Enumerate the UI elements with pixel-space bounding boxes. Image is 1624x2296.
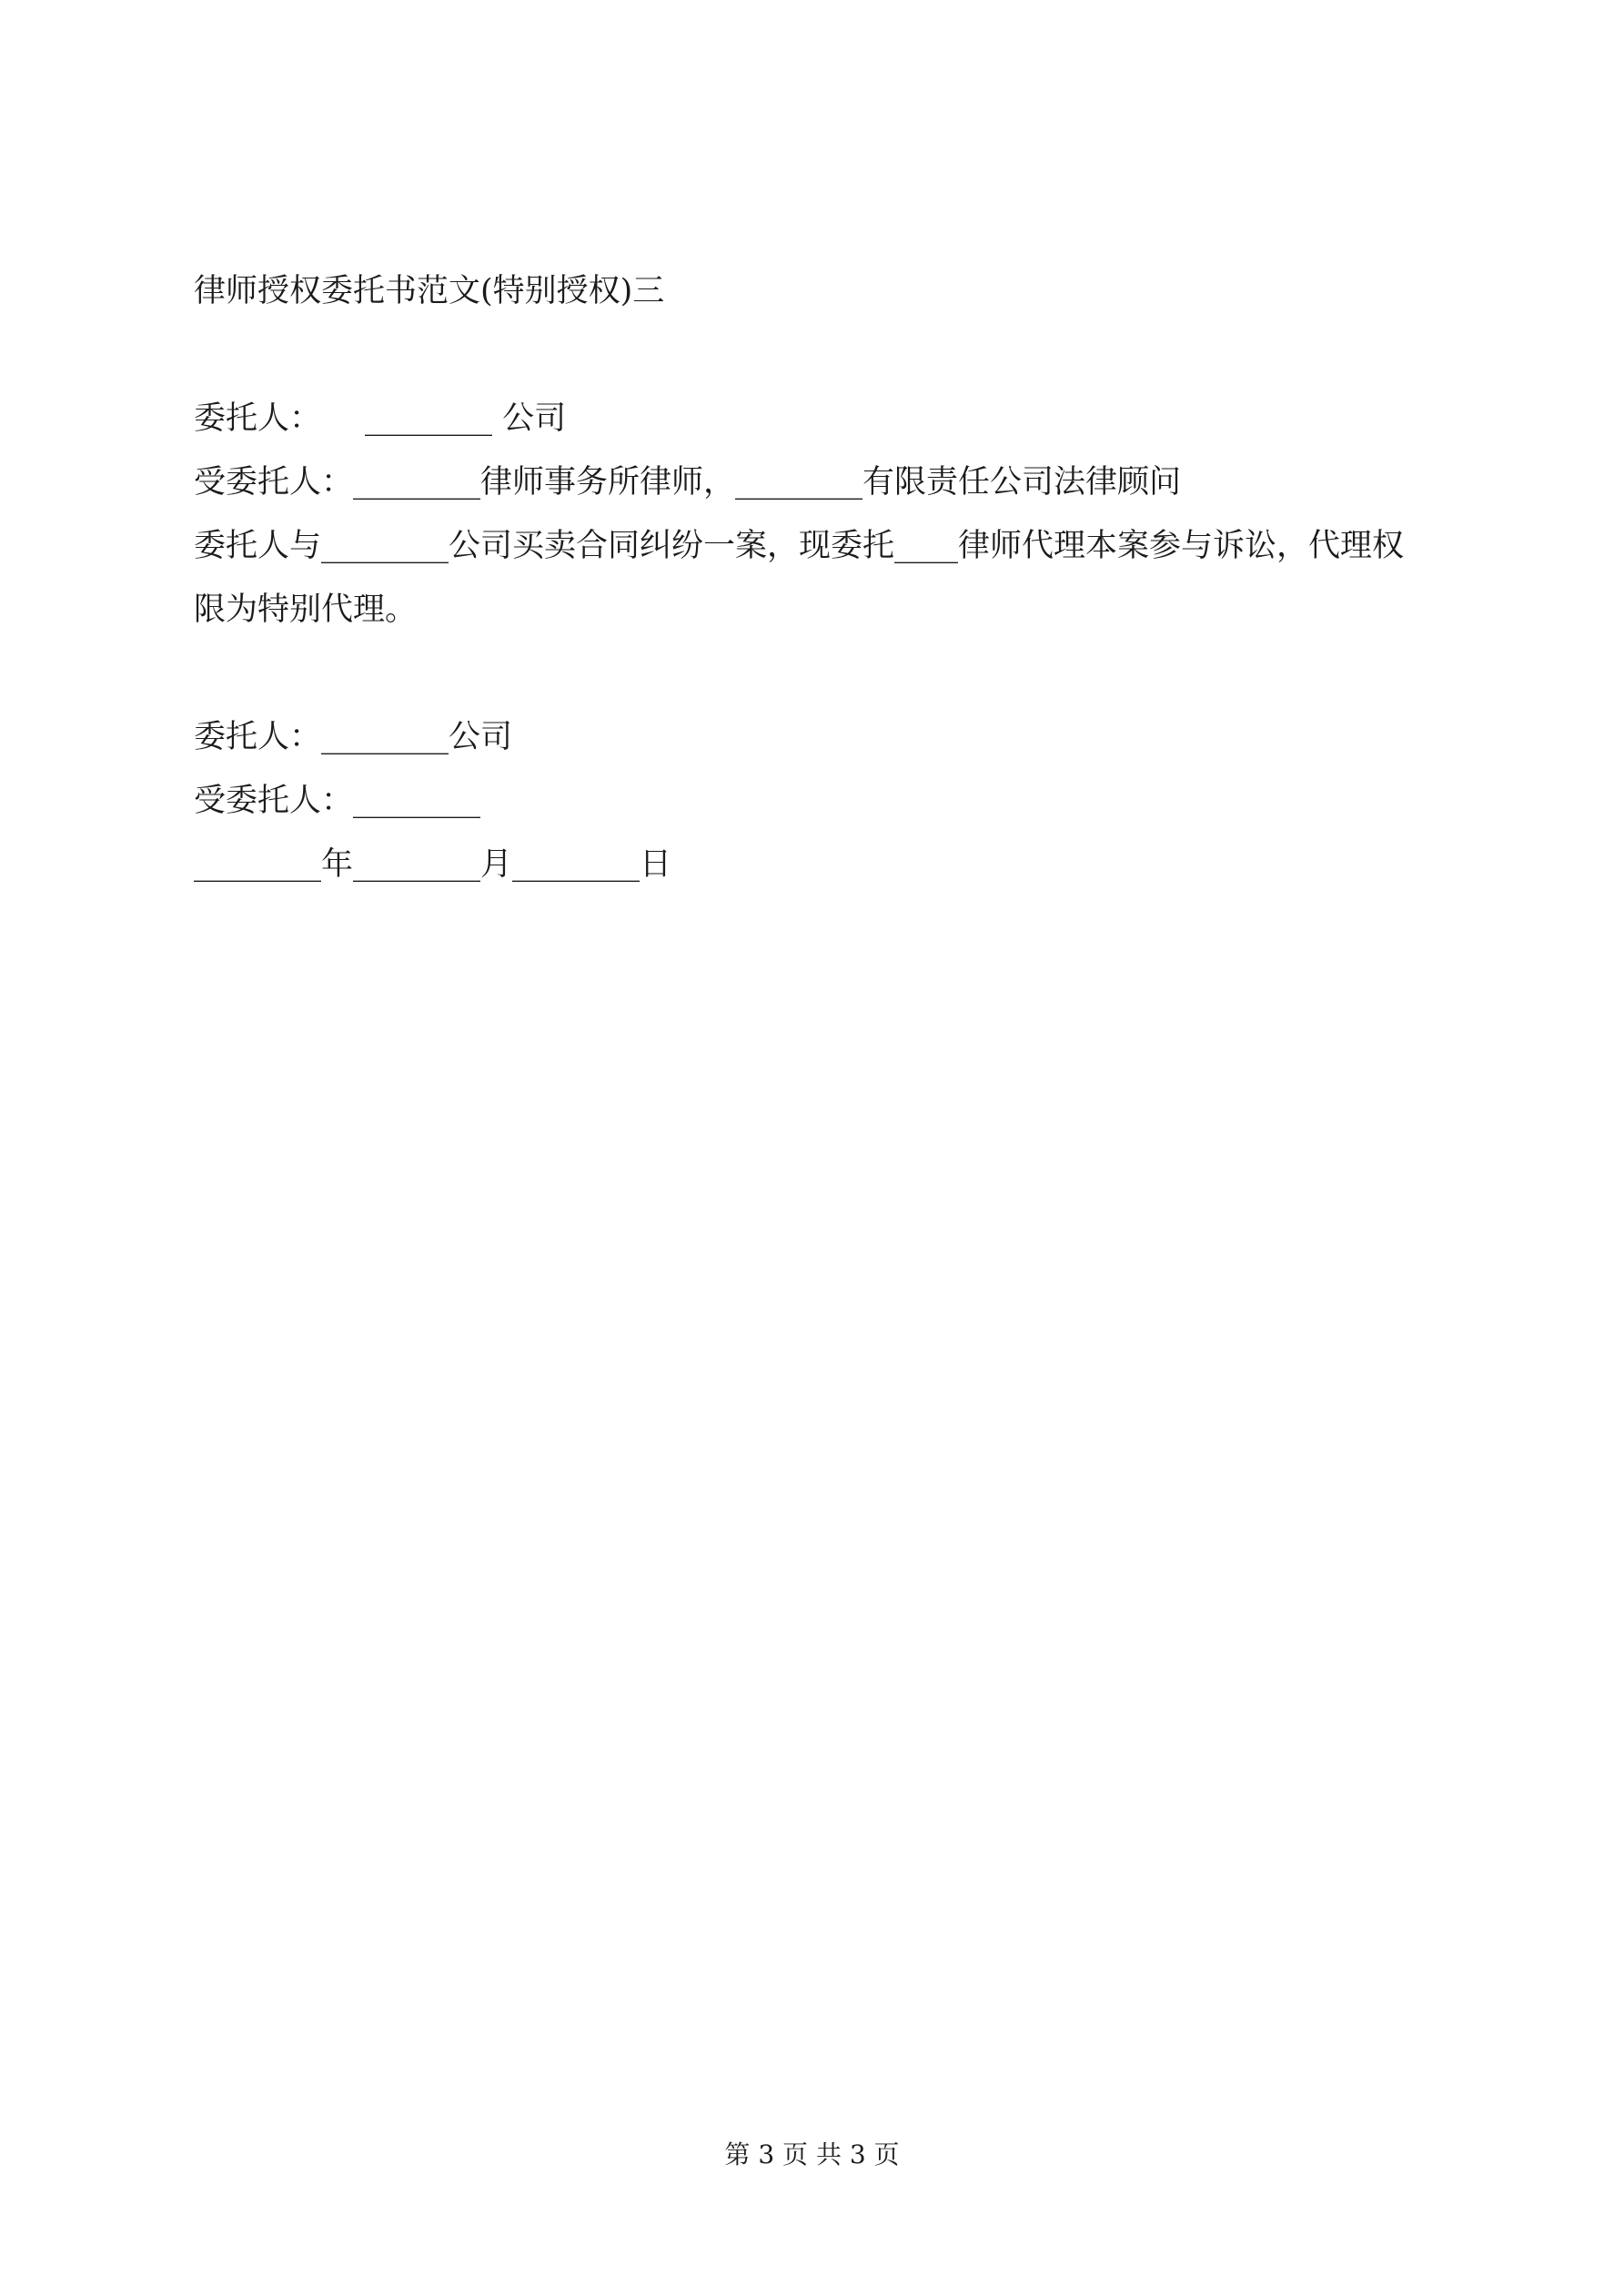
signature-agent: 受委托人：________ <box>194 783 481 819</box>
principal-label: 委托人： <box>194 400 322 437</box>
principal-value: ________ 公司 <box>365 400 567 437</box>
principal-line <box>194 397 566 440</box>
agent-line: 受委托人：________律师事务所律师，________有限责任公司法律顾问 <box>194 464 1182 501</box>
document-title: 律师授权委托书范文(特别授权)三 <box>194 273 665 309</box>
body-line-1: 委托人与________公司买卖合同纠纷一案，现委托____律师代理本案参与诉讼，代理权 <box>194 528 1405 564</box>
body-line-2: 限为特别代理。 <box>194 592 418 628</box>
signature-date: ________年________月________日 <box>194 846 672 883</box>
signature-principal: 委托人：________公司 <box>194 719 513 755</box>
page-footer: 第 3 页 共 3 页 <box>724 2139 900 2170</box>
